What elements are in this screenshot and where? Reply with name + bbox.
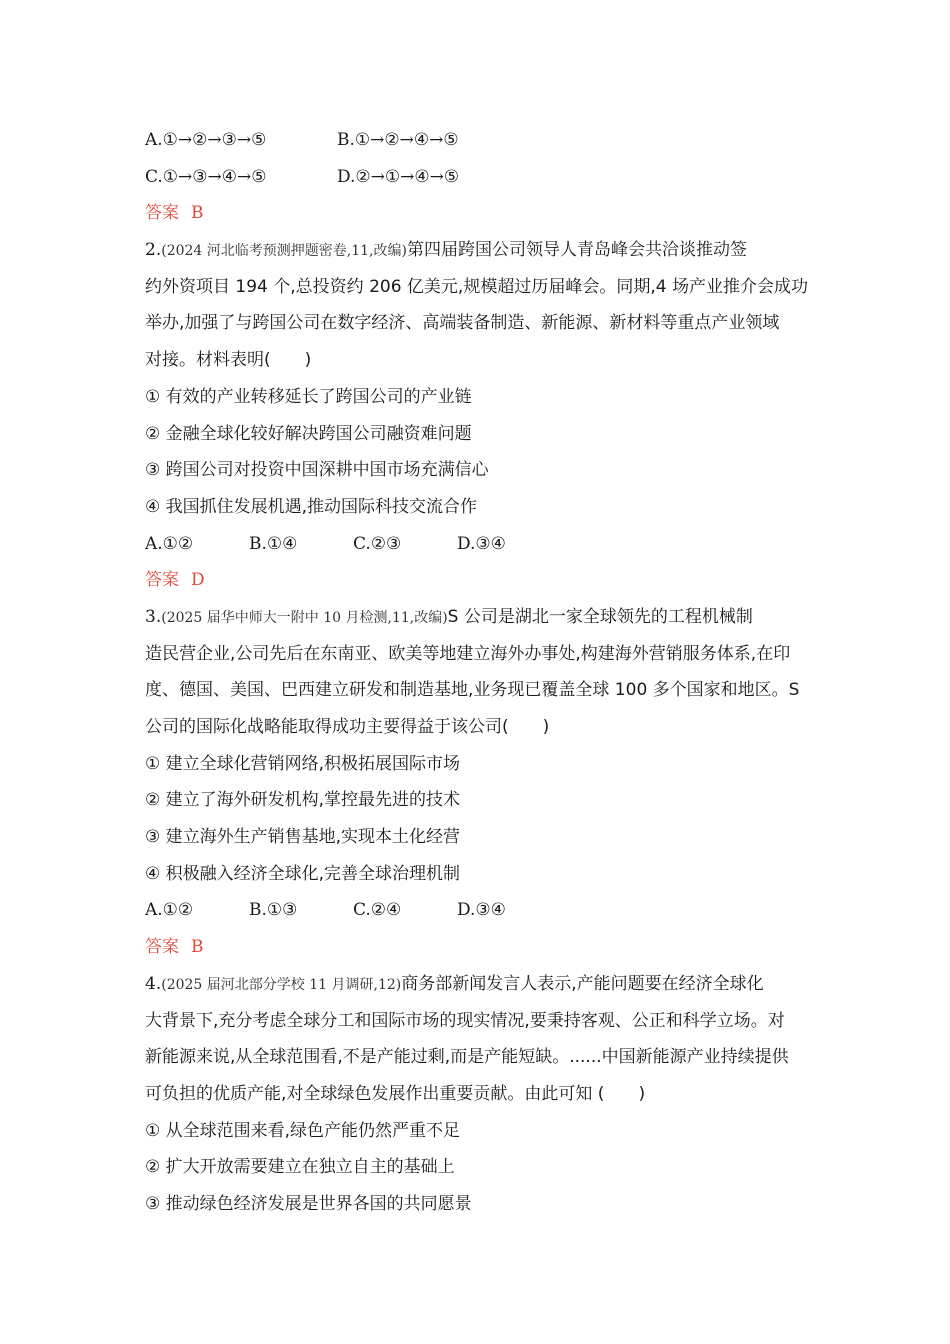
q2-stem-line-1 <box>145 232 810 269</box>
q3-answer-label: 答案 <box>145 937 179 958</box>
q4-stem-line-4: 可负担的优质产能,对全球绿色发展作出重要贡献。由此可知 ( ) <box>145 1083 646 1104</box>
q1-option-d: D.②→①→④→⑤ <box>337 166 460 187</box>
q4-source: (2025 届河北部分学校 11 月调研,12) <box>161 976 402 993</box>
q4-number: 4. <box>145 973 162 994</box>
q3-source: (2025 届华中师大一附中 10 月检测,11,改编) <box>161 609 448 626</box>
q1-options-row1 <box>145 122 810 159</box>
q3-stem-line-3: 度、德国、美国、巴西建立研发和制造基地,业务现已覆盖全球 100 多个国家和地区。S <box>145 680 800 701</box>
q3-stem-line-2: 造民营企业,公司先后在东南亚、欧美等地建立海外办事处,构建海外营销服务体系,在印 <box>145 643 791 664</box>
q2-stem-text-1: 第四届跨国公司领导人青岛峰会共洽谈推动签 <box>406 240 747 261</box>
q3-stem-text-1: S 公司是湖北一家全球领先的工程机械制 <box>447 606 753 627</box>
q2-number: 2. <box>145 240 162 261</box>
q2-options <box>145 526 810 563</box>
q2-stem-line-4: 对接。材料表明( ) <box>145 350 312 371</box>
q1-option-b: B.①→②→④→⑤ <box>337 130 459 150</box>
q2-option-b: B.①④ <box>249 533 298 554</box>
q1-answer <box>145 195 810 232</box>
q3-stem <box>145 599 810 746</box>
q2-option-a: A.①② <box>145 533 194 554</box>
q4-stem-line-1 <box>145 966 810 1003</box>
q4-choice-1: ① 从全球范围来看,绿色产能仍然严重不足 <box>145 1120 461 1141</box>
q2-choice-1: ① 有效的产业转移延长了跨国公司的产业链 <box>145 386 472 407</box>
document-page <box>145 122 810 1223</box>
q3-options <box>145 892 810 929</box>
q4-stem-line-3: 新能源来说,从全球范围看,不是产能过剩,而是产能短缺。......中国新能源产业持续提供 <box>145 1047 789 1068</box>
q2-answer <box>145 562 810 599</box>
q2-choice-4: ④ 我国抓住发展机遇,推动国际科技交流合作 <box>145 496 478 517</box>
q3-stem-line-1 <box>145 599 810 636</box>
q3-option-a: A.①② <box>145 900 194 921</box>
q3-option-d: D.③④ <box>457 900 506 921</box>
q3-answer <box>145 929 810 966</box>
q4-stem <box>145 966 810 1113</box>
q4-stem-text-1: 商务部新闻发言人表示,产能问题要在经济全球化 <box>401 973 764 994</box>
q3-choice-2: ② 建立了海外研发机构,掌控最先进的技术 <box>145 790 461 811</box>
q4-choice-3: ③ 推动绿色经济发展是世界各国的共同愿景 <box>145 1193 472 1214</box>
q3-choice-3: ③ 建立海外生产销售基地,实现本土化经营 <box>145 827 461 848</box>
q3-stem-line-4: 公司的国际化战略能取得成功主要得益于该公司( ) <box>145 717 550 737</box>
q3-answer-value: B <box>191 937 204 958</box>
q3-choice-1: ① 建立全球化营销网络,积极拓展国际市场 <box>145 753 461 774</box>
q1-option-a: A.①→②→③→⑤ <box>145 130 267 150</box>
q3-option-b: B.①③ <box>249 900 298 921</box>
q2-source: (2024 河北临考预测押题密卷,11,改编) <box>161 243 407 260</box>
q2-option-d: D.③④ <box>457 533 506 554</box>
q2-stem <box>145 232 810 379</box>
q3-choice-4: ④ 积极融入经济全球化,完善全球治理机制 <box>145 863 461 884</box>
q2-choice-2: ② 金融全球化较好解决跨国公司融资难问题 <box>145 423 472 444</box>
q2-stem-line-2: 约外资项目 194 个,总投资约 206 亿美元,规模超过历届峰会。同期,4 场产业推介会成功 <box>145 276 808 297</box>
q1-answer-value: B <box>191 203 204 224</box>
q4-stem-line-2: 大背景下,充分考虑全球分工和国际市场的现实情况,要秉持客观、公正和科学立场。对 <box>145 1010 785 1031</box>
q1-options-row2 <box>145 159 810 196</box>
q2-option-c: C.②③ <box>353 533 402 554</box>
q2-answer-label: 答案 <box>145 570 179 591</box>
q2-stem-line-3: 举办,加强了与跨国公司在数字经济、高端装备制造、新能源、新材料等重点产业领域 <box>145 313 780 334</box>
q3-option-c: C.②④ <box>353 900 402 921</box>
q1-answer-label: 答案 <box>145 203 179 224</box>
q3-number: 3. <box>145 606 162 627</box>
q4-choice-2: ② 扩大开放需要建立在独立自主的基础上 <box>145 1157 455 1178</box>
q2-answer-value: D <box>191 570 205 591</box>
q2-choice-3: ③ 跨国公司对投资中国深耕中国市场充满信心 <box>145 460 489 481</box>
q1-option-c: C.①→③→④→⑤ <box>145 166 267 187</box>
